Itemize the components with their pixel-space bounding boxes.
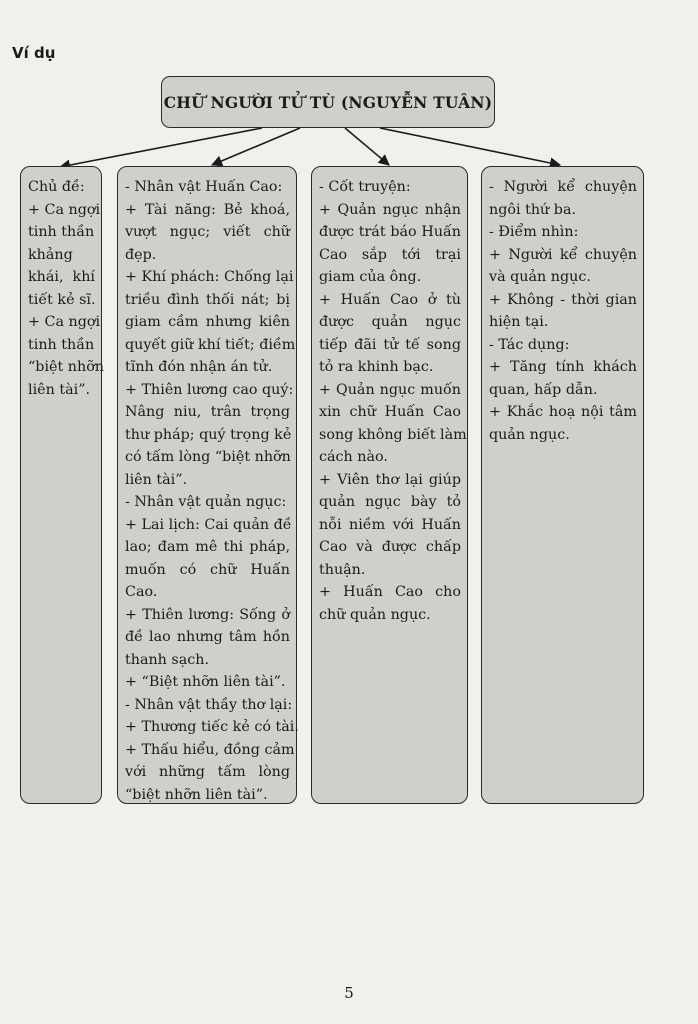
text-line: - Nhân vật Huấn Cao: [125, 179, 283, 195]
text-line: - Người kể chuyện [489, 179, 637, 195]
text-line: + Người kể chuyện [489, 246, 637, 263]
text-line: vượt ngục; viết chữ [125, 224, 290, 240]
arrow-to-plot [345, 128, 389, 165]
text-line: giam cầm nhưng kiên [125, 314, 290, 330]
text-line: tiết kẻ sĩ. [28, 291, 96, 308]
text-line: Cao. [125, 584, 158, 600]
text-line: + Khí phách: Chống lại [125, 269, 294, 285]
text-line: quan, hấp dẫn. [489, 381, 598, 398]
text-line: song không biết làm [319, 426, 467, 443]
plot-box [311, 166, 468, 804]
text-line: thư pháp; quý trọng kẻ [125, 426, 292, 443]
text-line: được quản ngục [319, 314, 461, 330]
text-line: thanh sạch. [125, 651, 210, 668]
text-line: muốn có chữ Huấn [125, 561, 290, 578]
text-line: tĩnh đón nhận án tử. [125, 359, 273, 375]
text-line: + Thương tiếc kẻ có tài. [125, 719, 299, 735]
text-line: được trát báo Huấn [319, 224, 461, 240]
text-line: quyết giữ khí tiết; điềm [125, 336, 296, 353]
text-line: tỏ ra khinh bạc. [319, 359, 434, 375]
text-line: liên tài”. [28, 381, 91, 398]
text-line: đề lao nhưng tâm hồn [125, 629, 290, 645]
text-line: + Quản ngục nhận [319, 201, 461, 218]
text-line: - Nhân vật quản ngục: [125, 494, 287, 510]
text-line: + Khắc hoạ nội tâm [489, 404, 637, 420]
text-line: với những tấm lòng [125, 764, 290, 780]
arrow-to-narrator [380, 128, 560, 165]
text-line: tiếp đãi tử tế song [319, 336, 461, 353]
text-line: có tấm lòng “biệt nhỡn [125, 449, 291, 465]
text-line: - Nhân vật thầy thơ lại: [125, 696, 293, 713]
text-line: tinh thần [28, 336, 95, 353]
text-line: tinh thần [28, 224, 95, 240]
text-line: nỗi niềm với Huấn [319, 516, 461, 533]
text-line: giam của ông. [319, 269, 422, 285]
text-line: quản ngục bày tỏ [319, 494, 461, 510]
text-line: hiện tại. [489, 314, 549, 330]
section-heading: Ví dụ [12, 44, 56, 62]
narrator-box [481, 166, 644, 804]
text-line: + Thiên lương cao quý: [125, 381, 294, 398]
text-line: - Điểm nhìn: [489, 224, 579, 240]
text-line: + Không - thời gian [489, 291, 637, 308]
text-line: + Huấn Cao cho [319, 584, 461, 600]
text-line: + Thiên lương: Sống ở [125, 606, 290, 623]
text-line: “biệt nhỡn liên tài”. [125, 786, 268, 803]
text-line: “biệt nhỡn [28, 359, 105, 375]
text-line: + Ca ngợi [28, 314, 101, 330]
text-line: - Tác dụng: [489, 336, 570, 353]
text-line: + Huấn Cao ở tù [319, 291, 461, 308]
text-line: + Lai lịch: Cai quản đề [125, 516, 292, 533]
text-line: Cao sắp tới trại [319, 246, 461, 263]
text-line: triều đình thối nát; bị [125, 291, 290, 308]
text-line: + Thấu hiểu, đồng cảm [125, 741, 295, 758]
text-line: thuận. [319, 561, 366, 578]
text-line: và quản ngục. [489, 269, 591, 285]
text-line: khảng [28, 246, 73, 263]
text-line: + Tài năng: Bẻ khoá, [125, 201, 290, 218]
text-line: khái, khí [28, 269, 95, 285]
text-line: Cao và được chấp [319, 539, 461, 555]
text-line: quản ngục. [489, 426, 570, 443]
text-line: + Viên thơ lại giúp [319, 471, 461, 488]
text-line: Nâng niu, trân trọng [125, 404, 290, 420]
arrow-to-characters [212, 128, 300, 165]
text-line: chữ quản ngục. [319, 606, 431, 623]
arrow-to-theme [60, 128, 262, 167]
diagram-title: CHỮ NGƯỜI TỬ TÙ (NGUYỄN TUÂN) [163, 92, 493, 112]
text-line: Chủ đề: [28, 179, 85, 195]
text-line: xin chữ Huấn Cao [319, 404, 461, 420]
text-line: + Quản ngục muốn [319, 381, 461, 398]
text-line: + Ca ngợi [28, 201, 101, 218]
text-line: liên tài”. [125, 471, 188, 488]
text-line: - Cốt truyện: [319, 179, 411, 195]
text-line: + “Biệt nhỡn liên tài”. [125, 674, 286, 690]
theme-box [20, 166, 105, 804]
text-line: + Tăng tính khách [489, 359, 637, 375]
text-line: ngôi thứ ba. [489, 201, 577, 218]
text-line: đẹp. [125, 246, 157, 263]
text-line: cách nào. [319, 449, 388, 465]
page-number: 5 [344, 984, 354, 1002]
text-line: lao; đam mê thi pháp, [125, 539, 290, 555]
characters-box [117, 166, 297, 804]
